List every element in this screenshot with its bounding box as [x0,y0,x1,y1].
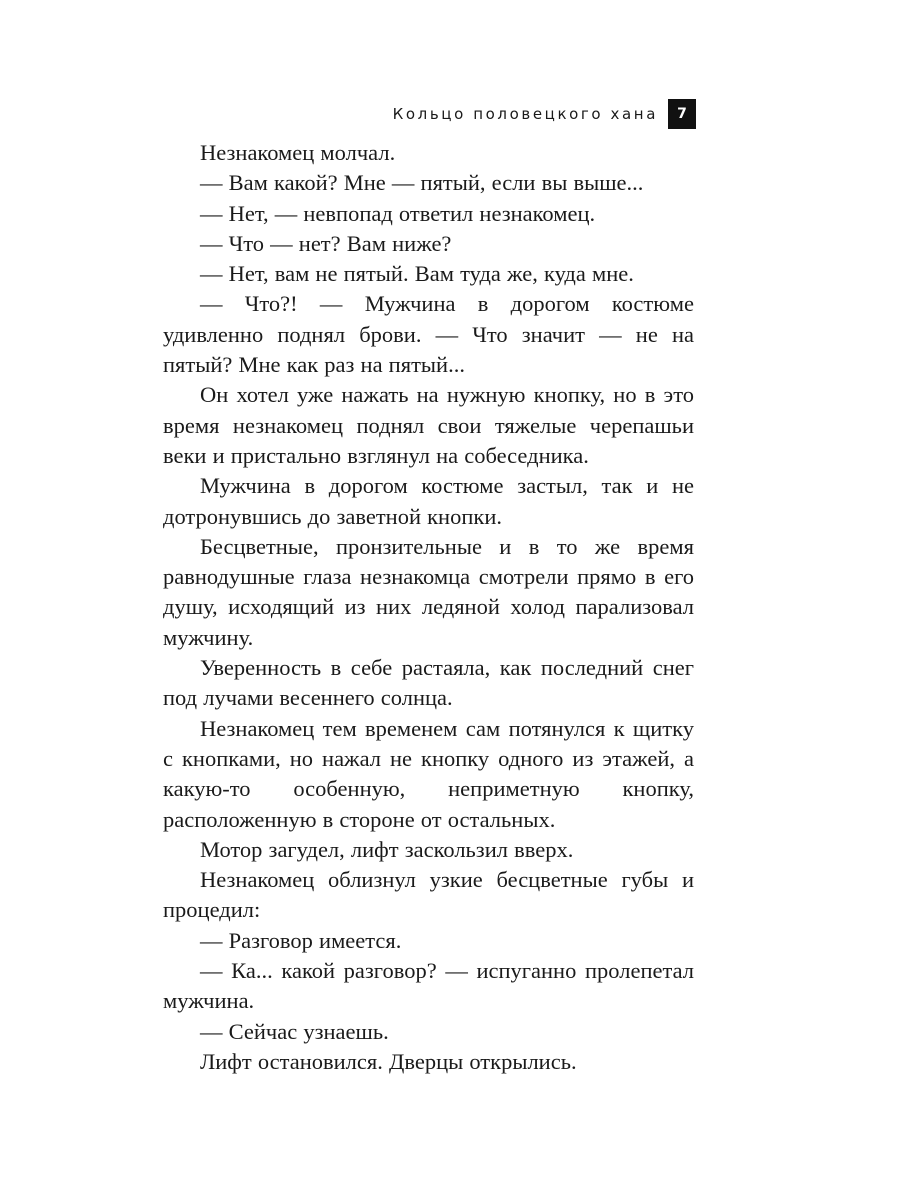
paragraph: — Сейчас узнаешь. [200,1018,389,1044]
paragraph: Незнакомец облизнул узкие бесцветные губы и процедил: [163,867,694,923]
running-header-title: Кольцо половецкого хана [392,105,658,123]
paragraph: Мотор загудел, лифт заскользил вверх. [200,836,574,862]
paragraph: — Что — нет? Вам ниже? [200,230,452,256]
paragraph: Лифт остановился. Дверцы открылись. [200,1048,577,1074]
running-header [160,99,696,129]
paragraph: — Вам какой? Мне — пятый, если вы выше... [200,170,644,196]
paragraph: Мужчина в дорогом костюме застыл, так и не дотронувшись до заветной кнопки. [163,473,694,529]
paragraph: Бесцветные, пронзительные и в то же время равнодушные глаза незнакомца смотрели прямо в его душу, исходящий из них ледяной холод парализовал мужчину. [163,533,694,650]
paragraph: Он хотел уже нажать на нужную кнопку, но в это время незнакомец поднял свои тяжелые черепашьи веки и пристально взглянул на собеседника. [163,382,694,468]
page-number: 7 [668,99,696,129]
paragraph: — Разговор имеется. [200,927,402,953]
paragraph: — Что?! — Мужчина в дорогом костюме удивленно поднял брови. — Что значит — не на пятый? Мне как раз на пятый... [163,291,694,378]
paragraph: — Ка... какой разговор? — испуганно пролепетал мужчина. [163,958,694,1014]
paragraph: Незнакомец тем временем сам потянулся к щитку с кнопками, но нажал не кнопку одного из этажей, а какую-то особенную, неприметную кнопку, расположенную в стороне от остальных. [163,715,694,832]
paragraph: — Нет, — невпопад ответил незнакомец. [200,200,596,226]
paragraph: — Нет, вам не пятый. Вам туда же, куда мне. [200,261,634,287]
paragraph: Незнакомец молчал. [200,140,396,165]
paragraph: Уверенность в себе растаяла, как последний снег под лучами весеннего солнца. [163,655,694,711]
page-body [163,138,694,1077]
